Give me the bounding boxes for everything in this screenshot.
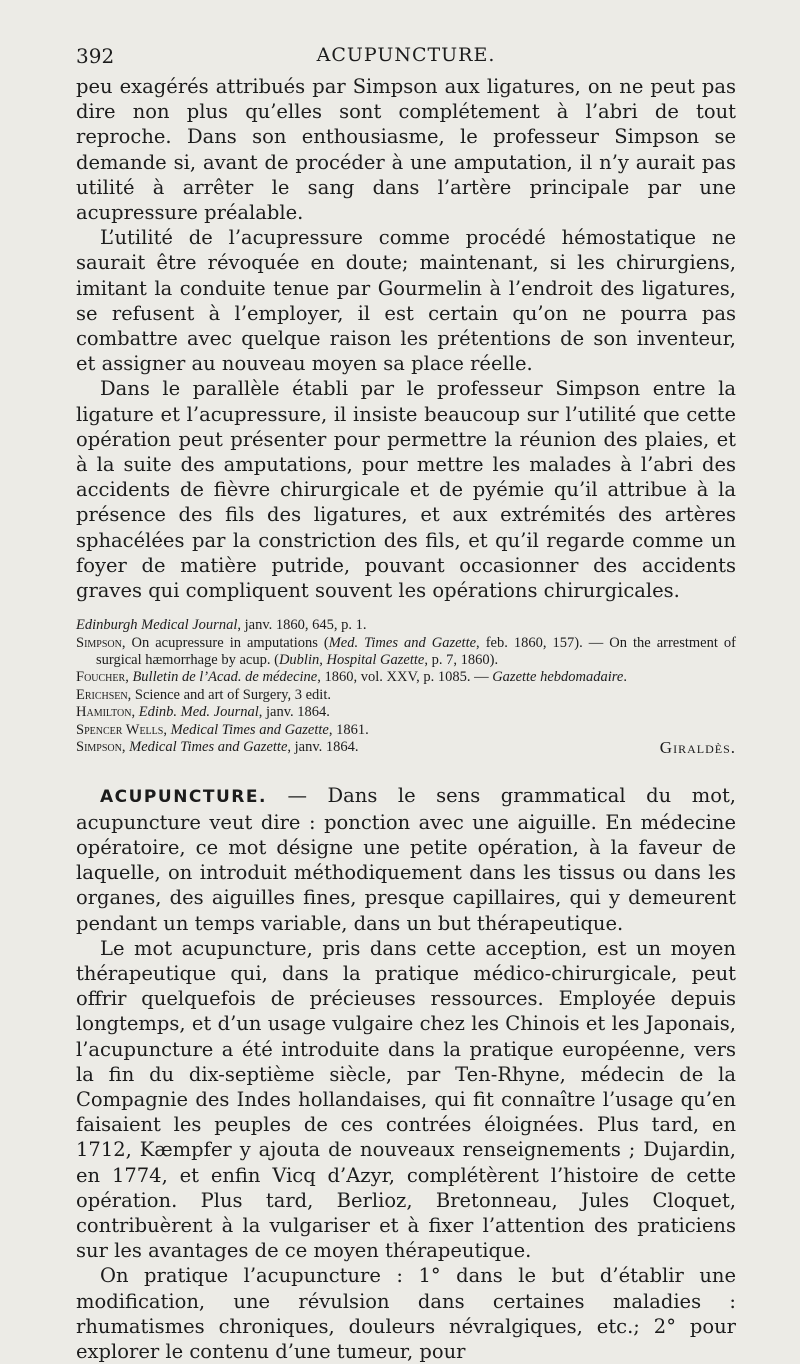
entry-headword: ACUPUNCTURE. xyxy=(100,786,267,807)
reference-entry: Edinburgh Medical Journal, janv. 1860, 645, p. 1. xyxy=(76,617,367,634)
entry-first-paragraph: ACUPUNCTURE. — Dans le sens grammatical du mot, acupuncture veut dire : ponction avec une aiguille. En médecine opératoire, ce mot désigne une petite opération, à la faveur de laquelle, on introduit méthodiquement dans les tissus ou dans les organes, des aiguilles fines, presque capillaires, qui y demeurent pendant un temps variable, dans un but thérapeutique. xyxy=(76,783,736,935)
bibliography xyxy=(76,617,736,756)
reference-entry: Hamilton, Edinb. Med. Journal, janv. 1864. xyxy=(76,704,330,721)
reference-entry: Simpson, Medical Times and Gazette, janv. 1864. Giraldès. xyxy=(76,738,736,758)
page-body xyxy=(76,74,736,1364)
author-signature: Giraldès. xyxy=(659,738,736,758)
running-title: ACUPUNCTURE. xyxy=(316,44,496,66)
paragraph: L’utilité de l’acupressure comme procédé hémostatique ne saurait être révoquée en doute; maintenant, si les chirurgiens, imitant la conduite tenue par Gourmelin à l’endroit des ligatures, se refusent à l’employer, il est certain qu’on ne pourra pas combattre avec quelque raison les prétentions de son inventeur, et assigner au nouveau moyen sa place réelle. xyxy=(76,226,736,376)
dictionary-entry xyxy=(76,783,736,1364)
page-header xyxy=(76,44,736,72)
paragraph: On pratique l’acupuncture : 1° dans le but d’établir une modification, une révulsion dans certaines maladies : rhumatismes chroniques, douleurs névralgiques, etc.; 2° pour explorer le contenu d’une tumeur, pour xyxy=(76,1264,736,1363)
paragraph: Dans le parallèle établi par le professeur Simpson entre la ligature et l’acupressure, il insiste beaucoup sur l’utilité que cette opération peut présenter pour permettre la réunion des plaies, et à la suite des amputations, pour mettre les malades à l’abri des accidents de fièvre chirurgicale et de pyémie qu’il attribue à la présence des fils des ligatures, et aux extrémités des artères sphacélées par la constriction des fils, et qu’il regarde comme un foyer de matière putride, pouvant occasionner des accidents graves qui compliquent souvent les opérations chirurgicales. xyxy=(76,377,736,603)
reference-entry: Erichsen, Science and art of Surgery, 3 edit. xyxy=(76,686,331,703)
reference-entry: Foucher, Bulletin de l’Acad. de médecine, 1860, vol. XXV, p. 1085. — Gazette hebdomadaire. xyxy=(76,669,627,686)
reference-entry: Simpson, On acupressure in amputations (Med. Times and Gazette, feb. 1860, 157). — On the arrestment of surgical hæmorrhage by acup. (Dublin, Hospital Gazette, p. 7, 1860). xyxy=(76,634,736,669)
paragraph-continuation: peu exagérés attribués par Simpson aux ligatures, on ne peut pas dire non plus qu’elles sont complétement à l’abri de tout reproche. Dans son enthousiasme, le professeur Simpson se demande si, avant de procéder à une amputation, il n’y aurait pas utilité à arrêter le sang dans l’artère principale par une acupressure préalable. xyxy=(76,75,736,225)
reference-entry: Spencer Wells, Medical Times and Gazette, 1861. xyxy=(76,721,369,738)
page-number: 392 xyxy=(76,44,115,68)
paragraph: Le mot acupuncture, pris dans cette acception, est un moyen thérapeutique qui, dans la pratique médico-chirurgicale, peut offrir quelquefois de précieuses ressources. Employée depuis longtemps, et d’un usage vulgaire chez les Chinois et les Japonais, l’acupuncture a été introduite dans la pratique européenne, vers la fin du dix-septième siècle, par Ten-Rhyne, médecin de la Compagnie des Indes hollandaises, qui fit connaître l’usage qu’en faisaient les peuples de ces contrées éloignées. Plus tard, en 1712, Kæmpfer y ajouta de nouveaux renseignements ; Dujardin, en 1774, et enfin Vicq d’Azyr, complétèrent l’histoire de cette opération. Plus tard, Berlioz, Bretonneau, Jules Cloquet, contribuèrent à la vulgariser et à fixer l’attention des praticiens sur les avantages de ce moyen thérapeutique. xyxy=(76,936,736,1263)
